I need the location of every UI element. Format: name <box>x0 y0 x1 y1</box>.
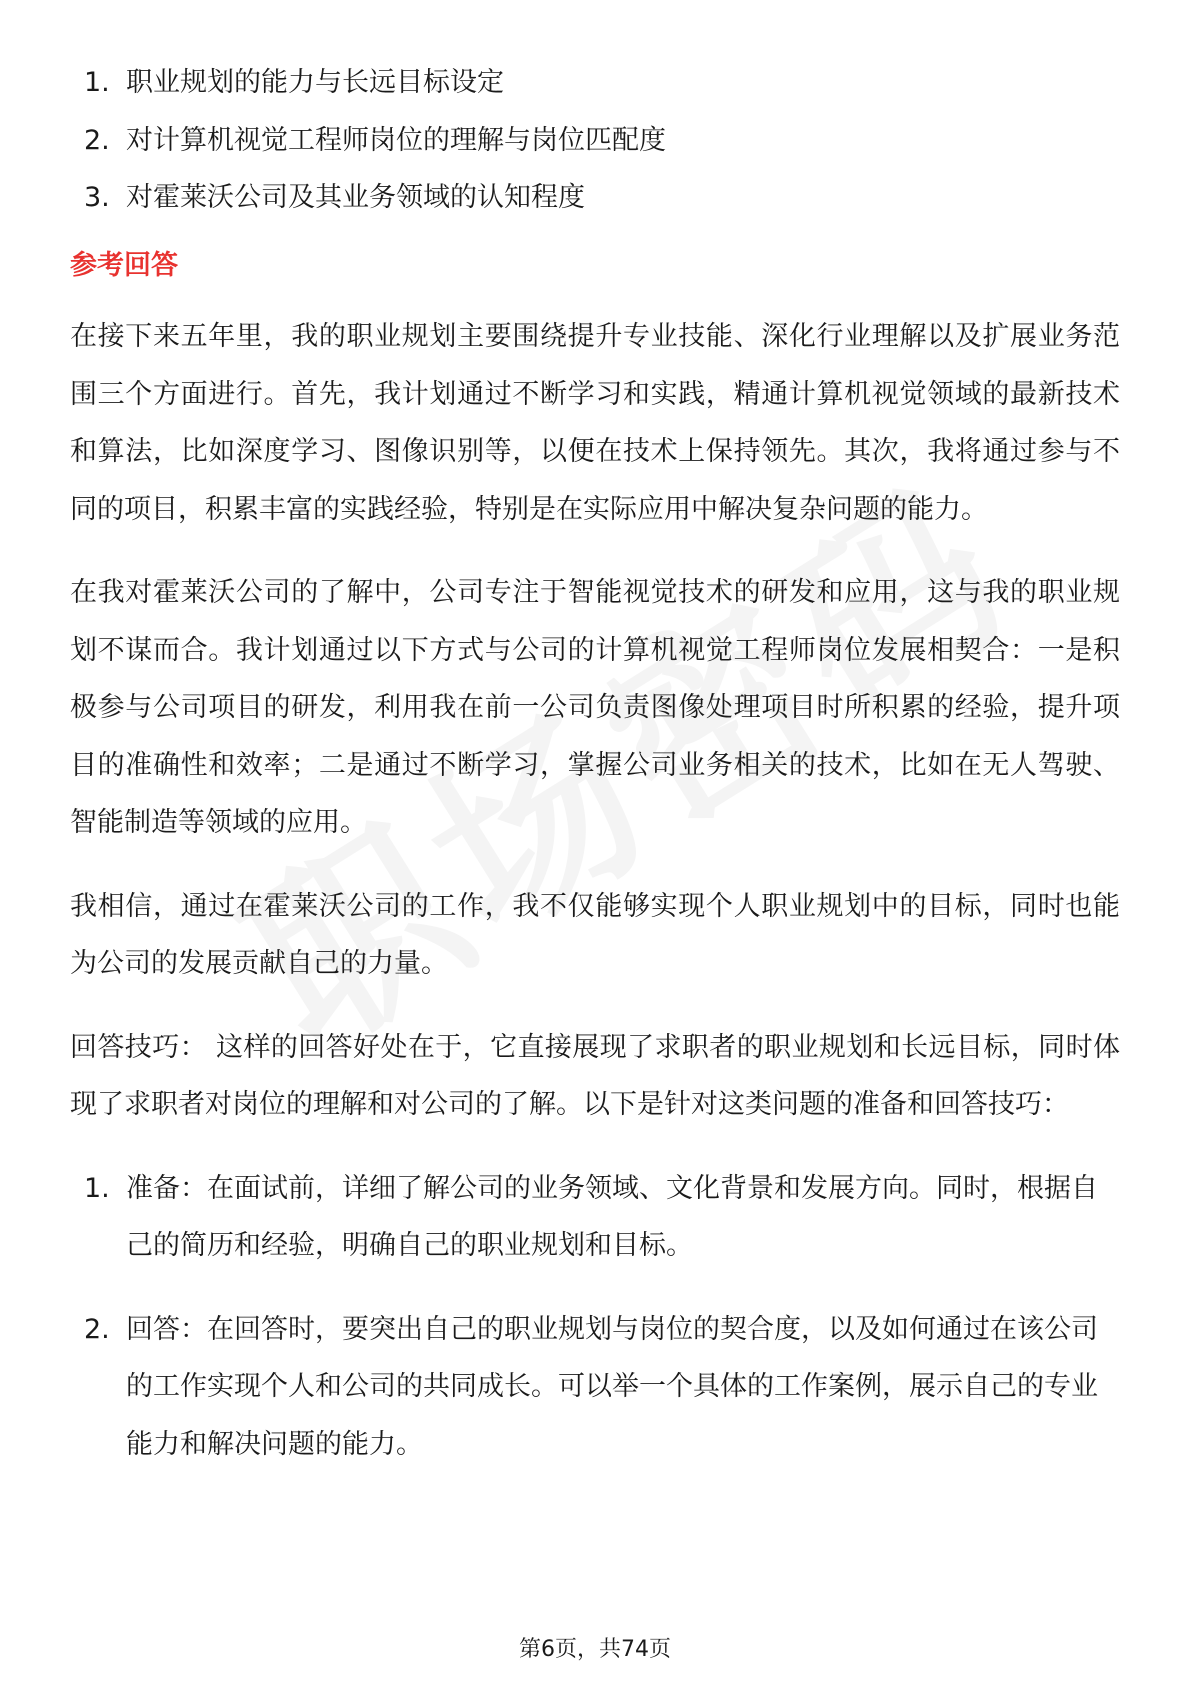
list-text: 回答：在回答时，要突出自己的职业规划与岗位的契合度，以及如何通过在该公司的工作实现个人和公司的共同成长。可以举一个具体的工作案例，展示自己的专业能力和解决问题的能力。 <box>126 1313 1098 1460</box>
tips-list <box>70 1160 1120 1474</box>
answer-paragraph-2: 在我对霍莱沃公司的了解中，公司专注于智能视觉技术的研发和应用，这与我的职业规划不谋而合。我计划通过以下方式与公司的计算机视觉工程师岗位发展相契合：一是积极参与公司项目的研发，利用我在前一公司负责图像处理项目时所积累的经验，提升项目的准确性和效率；二是通过不断学习，掌握公司业务相关的技术，比如在无人驾驶、智能制造等领域的应用。 <box>70 577 1120 838</box>
list-number: 2. <box>84 124 110 156</box>
list-item <box>70 1160 1120 1275</box>
list-text: 对计算机视觉工程师岗位的理解与岗位匹配度 <box>126 124 666 156</box>
list-text: 准备：在面试前，详细了解公司的业务领域、文化背景和发展方向。同时，根据自己的简历和经验，明确自己的职业规划和目标。 <box>126 1172 1098 1261</box>
list-number: 2. <box>84 1313 110 1345</box>
reference-answer-heading: 参考回答 <box>70 249 178 281</box>
answer-tips-paragraph: 回答技巧： 这样的回答好处在于，它直接展现了求职者的职业规划和长远目标，同时体现了求职者对岗位的理解和对公司的了解。以下是针对这类问题的准备和回答技巧： <box>70 1031 1120 1120</box>
document-body <box>70 54 1120 1499</box>
list-item <box>70 1301 1120 1474</box>
list-number: 3. <box>84 182 110 213</box>
list-text: 对霍莱沃公司及其业务领域的认知程度 <box>126 182 585 213</box>
list-number: 1. <box>84 1172 110 1204</box>
list-text: 职业规划的能力与长远目标设定 <box>126 67 504 98</box>
list-item <box>70 112 1120 170</box>
list-item <box>70 169 1120 227</box>
list-item <box>70 54 1120 112</box>
answer-paragraph-1: 在接下来五年里，我的职业规划主要围绕提升专业技能、深化行业理解以及扩展业务范围三个方面进行。首先，我计划通过不断学习和实践，精通计算机视觉领域的最新技术和算法，比如深度学习、图像识别等，以便在技术上保持领先。其次，我将通过参与不同的项目，积累丰富的实践经验，特别是在实际应用中解决复杂问题的能力。 <box>70 321 1120 525</box>
answer-paragraph-3: 我相信，通过在霍莱沃公司的工作，我不仅能够实现个人职业规划中的目标，同时也能为公司的发展贡献自己的力量。 <box>70 890 1120 979</box>
assessment-points-list <box>70 54 1120 227</box>
list-number: 1. <box>84 67 110 98</box>
page-footer: 第6页，共74页 <box>519 1637 671 1662</box>
